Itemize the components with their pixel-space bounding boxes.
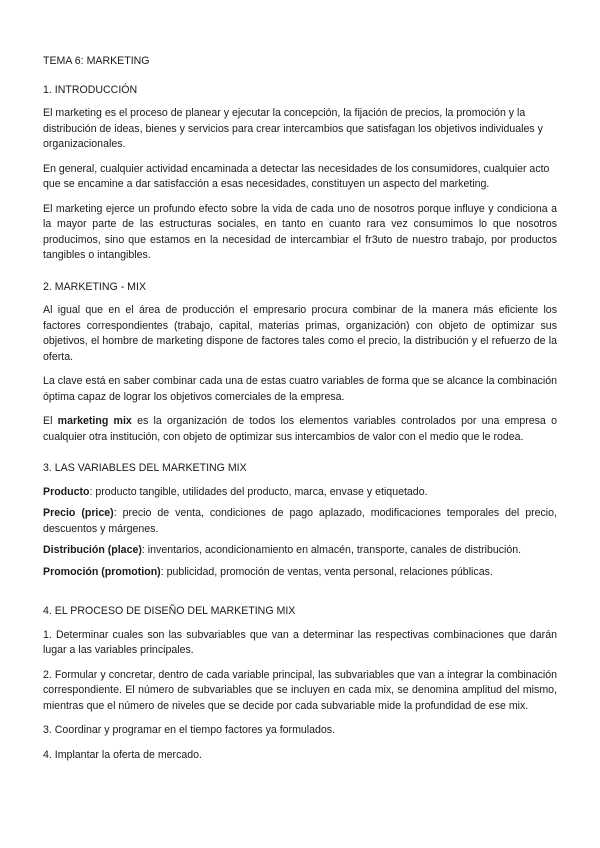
variable-term: Distribución (place) — [43, 544, 142, 556]
paragraph: El marketing es el proceso de planear y ejecutar la concepción, la fijación de precios, la promoción y la distribución de ideas, bienes y servicios para crear intercambios que satisfagan los objetivos individuales y organizacionales. — [43, 107, 543, 150]
paragraph: El marketing ejerce un profundo efecto sobre la vida de cada uno de nosotros porque influye y condiciona a la mayor parte de las estructuras sociales, en tanto en cuanto rara vez consumimos lo que nosotros producimos, sino que estamos en la necesidad de intercambiar el fr3uto de nuestro trabajo, por productos tangibles o intangibles. — [43, 202, 557, 261]
section-proceso-diseno — [43, 604, 557, 763]
section-heading: 3. LAS VARIABLES DEL MARKETING MIX — [43, 462, 247, 474]
step-item: 4. Implantar la oferta de mercado. — [43, 748, 202, 761]
variable-text: : inventarios, acondicionamiento en almacén, transporte, canales de distribución. — [141, 544, 522, 556]
definition-text: es la organización de todos los elementos variables controlados por una empresa o cualquier otra institución, con objeto de optimizar sus intercambios de valor con el medio que le rodea. — [43, 415, 557, 443]
step-item: 3. Coordinar y programar en el tiempo factores ya formulados. — [43, 724, 336, 736]
variable-term: Promoción (promotion) — [43, 565, 161, 578]
variable-term: Precio (price) — [43, 507, 114, 519]
step-item: 2. Formular y concretar, dentro de cada variable principal, las subvariables que van a integrar la combinación correspondiente. El número de subvariables que se incluyen en cada mix, se denomina amplitud del mismo, mientras que el número de niveles que se decide por cada subvariable mide la profundidad de ese mix. — [43, 668, 557, 712]
paragraph: En general, cualquier actividad encaminada a detectar las necesidades de los consumidores, cualquier acto que se encamine a dar satisfacción a esas necesidades, constituyen un aspecto del marketing. — [43, 162, 550, 190]
variable-item — [43, 543, 557, 559]
variable-term: Producto — [43, 485, 90, 498]
variable-text: : publicidad, promoción de ventas, venta personal, relaciones públicas. — [160, 565, 493, 578]
definition-term: marketing mix — [57, 415, 132, 427]
paragraph: Al igual que en el área de producción el empresario procura combinar de la manera más eficiente los factores correspondientes (trabajo, capital, materias primas, organización) con objeto de optimizar sus objetivos, el hombre de marketing dispone de factores tales como el precio, la distribución y el refuerzo de la oferta. — [43, 304, 557, 363]
variable-text: : producto tangible, utilidades del producto, marca, envase y etiquetado. — [89, 485, 428, 498]
section-marketing-mix — [43, 280, 557, 446]
step-item: 1. Determinar cuales son las subvariables que van a determinar las respectivas combinaciones que darán lugar a las variables principales. — [43, 628, 557, 656]
variable-item — [43, 565, 557, 581]
section-variables — [43, 461, 557, 580]
section-heading: 4. EL PROCESO DE DISEÑO DEL MARKETING MIX — [43, 605, 296, 617]
variable-text: : precio de venta, condiciones de pago aplazado, modificaciones temporales del precio, descuentos y márgenes. — [43, 507, 557, 535]
document-title: TEMA 6: MARKETING — [43, 55, 150, 67]
paragraph: La clave está en saber combinar cada una de estas cuatro variables de forma que se alcance la combinación óptima capaz de lograr los objetivos comerciales de la empresa. — [43, 375, 557, 403]
section-heading: 1. INTRODUCCIÓN — [43, 83, 138, 96]
definition-paragraph — [43, 414, 557, 445]
section-introduccion — [43, 83, 557, 264]
section-heading: 2. MARKETING - MIX — [43, 280, 147, 293]
definition-prefix: El — [43, 415, 58, 427]
variable-item — [43, 506, 557, 537]
variable-item — [43, 485, 557, 501]
